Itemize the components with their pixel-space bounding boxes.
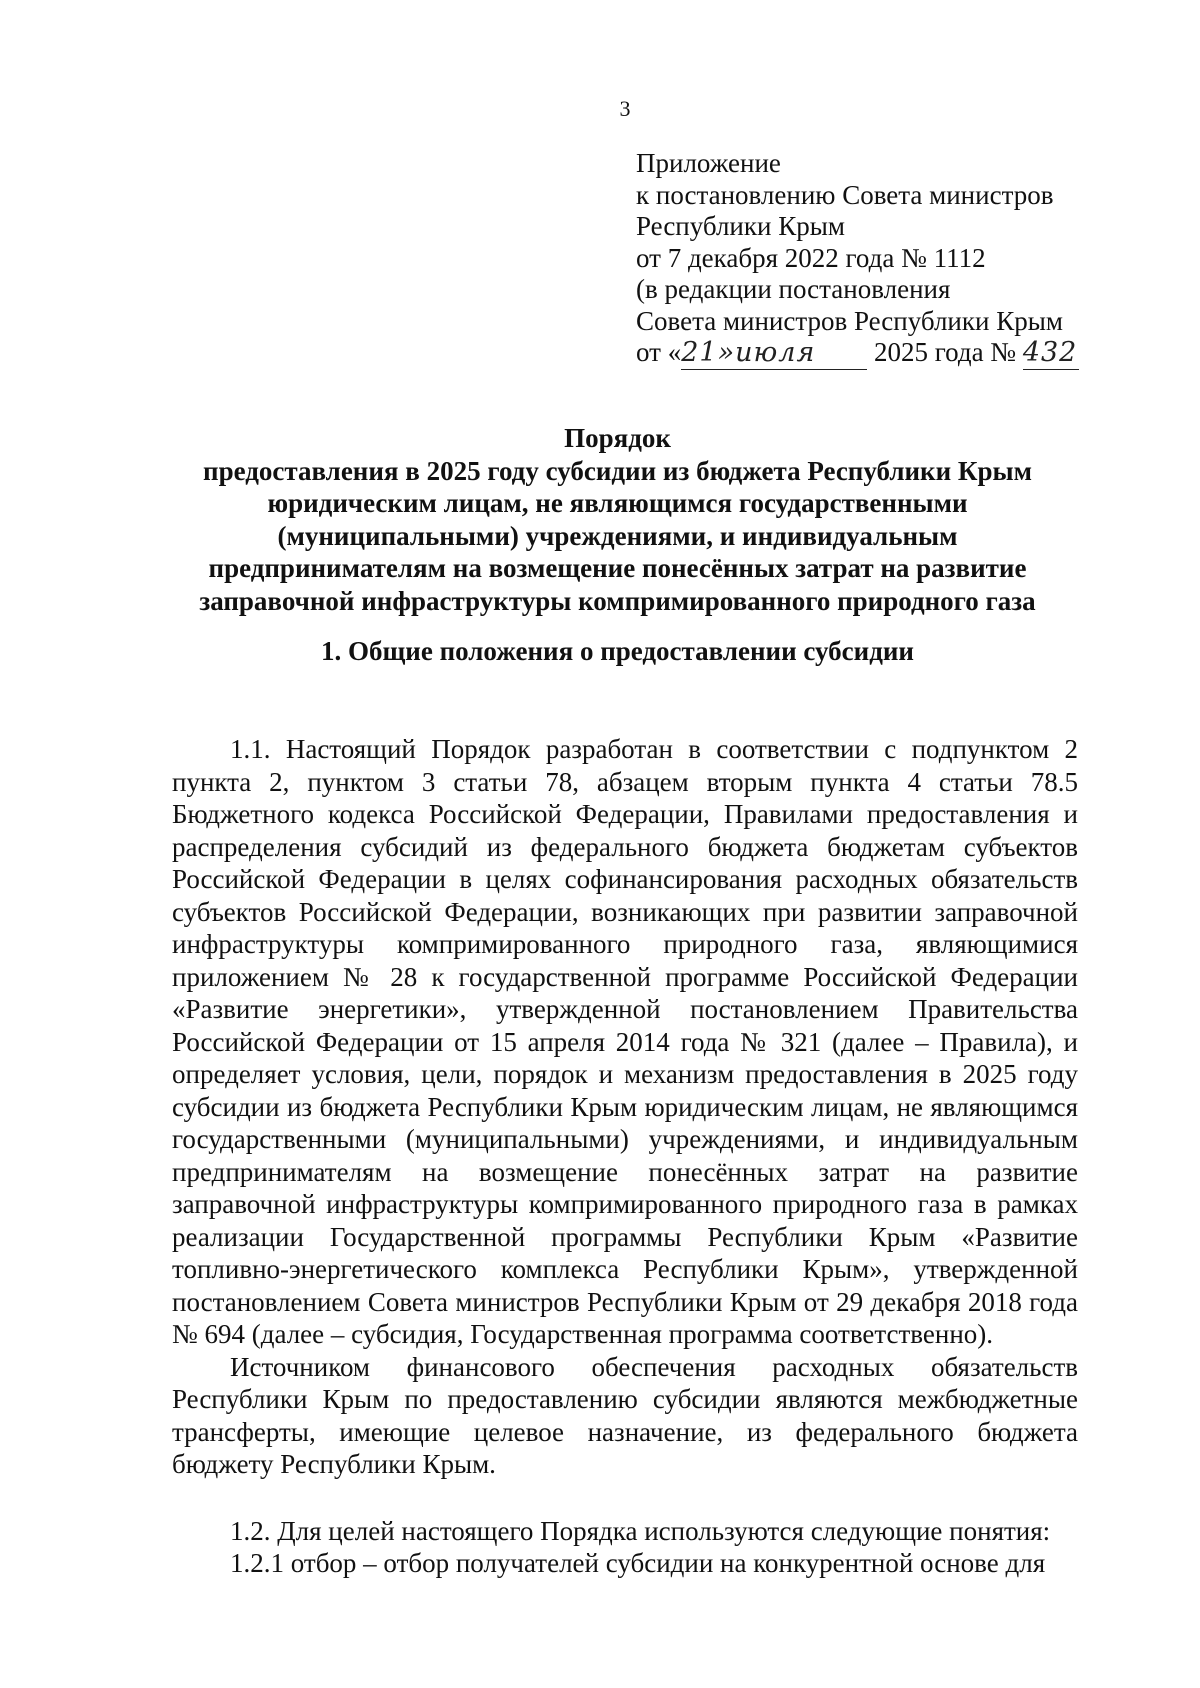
title-line: предпринимателям на возмещение понесённых затрат на развитие	[208, 553, 1027, 583]
paragraph-1-2-1: 1.2.1 отбор – отбор получателей субсидии на конкурентной основе для	[230, 1548, 1046, 1578]
handwritten-month: июля	[735, 337, 816, 368]
title-line: (муниципальными) учреждениями, и индивидуальным	[277, 520, 958, 551]
section-heading: 1. Общие положения о предоставлении субсидии	[321, 636, 914, 666]
handwritten-date	[681, 337, 867, 370]
appendix-year-text: 2025 года №	[867, 337, 1023, 367]
paragraph-funding-source: Источником финансового обеспечения расходных обязательств Республики Крым по предоставлению субсидии являются межбюджетные трансферты, имеющие целевое назначение, из федерального бюджета бюджету Республики Крым.	[172, 1351, 1078, 1479]
handwritten-day-sep: »	[717, 337, 736, 368]
appendix-line: Совета министров Республики Крым	[636, 305, 1063, 336]
appendix-header	[636, 148, 1156, 370]
appendix-line: Приложение	[636, 148, 781, 178]
handwritten-number: 432	[1022, 337, 1078, 368]
appendix-line: (в редакции постановления	[636, 274, 951, 304]
document-title	[160, 422, 1075, 617]
title-line: юридическим лицам, не являющимся государственными	[267, 488, 968, 518]
appendix-date-line	[636, 337, 1156, 370]
title-line: предоставления в 2025 году субсидии из бюджета Республики Крым	[203, 455, 1032, 486]
title-line: Порядок	[564, 423, 671, 453]
appendix-line: Республики Крым	[636, 211, 845, 241]
handwritten-day: 21	[681, 337, 718, 368]
page-number: 3	[619, 96, 631, 121]
appendix-date-prefix: от «	[636, 337, 682, 367]
paragraph-1-1: 1.1. Настоящий Порядок разработан в соответствии с подпунктом 2 пункта 2, пунктом 3 статьи 78, абзацем вторым пункта 4 статьи 78.5 Бюджетного кодекса Российской Федерации, Правилами предоставления и распределения субсидий из федерального бюджета бюджетам субъектов Российской Федерации в целях софинансирования расходных обязательств субъектов Российской Федерации, возникающих при развитии заправочной инфраструктуры компримированного природного газа, являющимися приложением № 28 к государственной программе Российской Федерации «Развитие энергетики», утвержденной постановлением Правительства Российской Федерации от 15 апреля 2014 года № 321 (далее – Правила), и определяет условия, цели, порядок и механизм предоставления в 2025 году субсидии из бюджета Республики Крым юридическим лицам, не являющимся государственными (муниципальными) учреждениями, и индивидуальным предпринимателям на возмещение понесённых затрат на развитие заправочной инфраструктуры компримированного природного газа в рамках реализации Государственной программы Республики Крым «Развитие топливно-энергетического комплекса Республики Крым», утвержденной постановлением Совета министров Республики Крым от 29 декабря 2018 года № 694 (далее – субсидия, Государственная программа соответственно).	[172, 734, 1078, 1349]
appendix-line: к постановлению Совета министров	[636, 179, 1054, 210]
appendix-line: от 7 декабря 2022 года № 1112	[636, 242, 986, 273]
paragraph-spacer	[172, 1481, 1078, 1515]
document-body	[172, 733, 1078, 1580]
paragraph-1-2: 1.2. Для целей настоящего Порядка используются следующие понятия:	[230, 1515, 1051, 1546]
title-line: заправочной инфраструктуры компримированного природного газа	[199, 585, 1036, 616]
